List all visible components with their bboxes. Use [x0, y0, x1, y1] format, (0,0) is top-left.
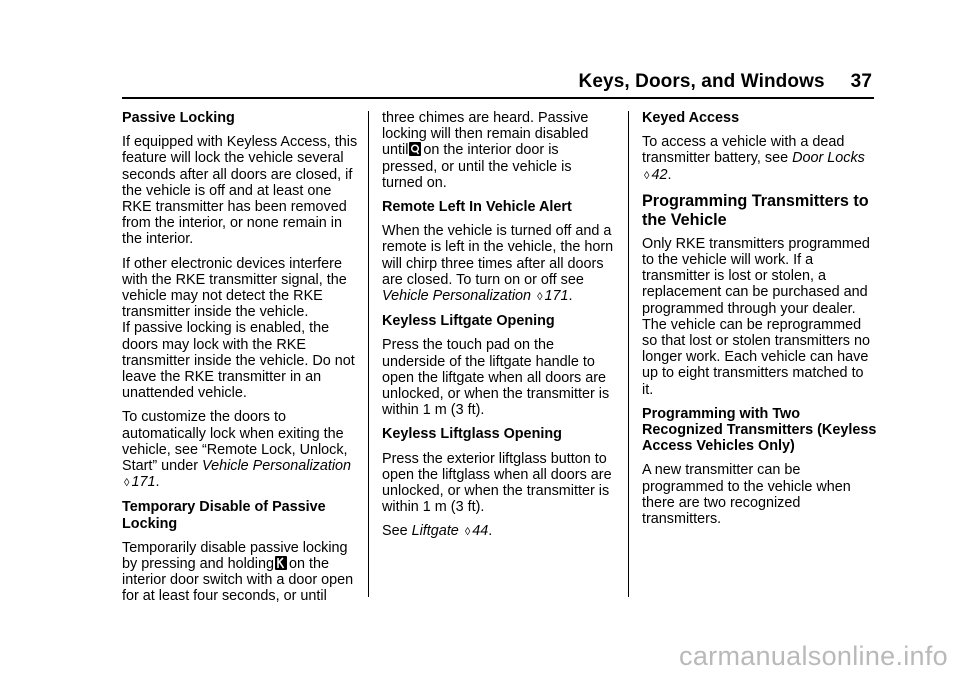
text: three chimes are heard. Passive locking will then remain disabled until: [382, 110, 589, 159]
heading-keyless-liftgate: Keyless Liftgate Opening: [382, 313, 555, 330]
page-ref-icon: ◊: [464, 526, 471, 539]
header-title: Keys, Doors, and Windows: [578, 71, 825, 92]
cross-reference-link[interactable]: Vehicle Personalization: [382, 288, 532, 305]
page-number: 37: [850, 71, 872, 92]
paragraph: Only RKE transmitters programmed to the vehicle will work. If a transmitter is lost or stolen, a replacement can be purchased and programmed through your dealer. The vehicle can be reprogrammed so that lost or stolen transmitters no longer work. Each vehicle can have up to eight transmitters matched to it.: [642, 235, 870, 398]
paragraph: If other electronic devices interfere with the RKE transmitter signal, the vehicle may not detect the RKE transmitter inside the vehicle.: [122, 255, 347, 321]
cross-reference-link[interactable]: Liftgate: [411, 523, 459, 540]
paragraph: If passive locking is enabled, the doors may lock with the RKE transmitter inside the vehicle. Do not leave the RKE transmitter in an unattended vehicle.: [122, 320, 355, 402]
paragraph: Press the exterior liftglass button to open the liftglass when all doors are unlocked, or when the transmitter is within 1 m (3 ft).: [382, 450, 612, 516]
paragraph: If equipped with Keyless Access, this feature will lock the vehicle several seconds after all doors are closed, if the vehicle is off and at least one RKE transmitter has been removed from the interior, or none remain in the interior.: [122, 134, 358, 248]
paragraph: Press the touch pad on the underside of the liftgate handle to open the liftgate when all doors are unlocked, or when the transmitter is within 1 m (3 ft).: [382, 337, 610, 419]
page-ref-icon: ◊: [644, 169, 650, 182]
column-divider-1: [368, 111, 369, 597]
text: on the interior door switch with a door open for at least four seconds, or until: [122, 556, 354, 605]
unlock-button-icon: [275, 556, 287, 570]
column-3: [642, 110, 878, 535]
heading-remote-left-alert: Remote Left In Vehicle Alert: [382, 199, 572, 216]
paragraph: To access a vehicle with a dead transmitter battery, see Door Locks ◊ 42.: [642, 134, 865, 183]
column-1: [122, 110, 358, 613]
column-2: [382, 110, 616, 549]
page-ref-number[interactable]: 171: [131, 474, 156, 491]
text: To access a vehicle with a dead transmitter battery, see: [642, 134, 845, 167]
heading-programming-two-transmitters: Programming with Two Recognized Transmitters (Keyless Access Vehicles Only): [642, 405, 877, 455]
cross-reference-link[interactable]: Door Locks: [792, 150, 865, 167]
heading-passive-locking: Passive Locking: [122, 110, 235, 126]
heading-keyed-access: Keyed Access: [642, 110, 740, 126]
column-divider-2: [628, 111, 629, 597]
header-rule: [122, 97, 874, 99]
lock-button-icon: [409, 142, 421, 156]
paragraph: See Liftgate ◊ 44.: [382, 523, 493, 540]
paragraph: A new transmitter can be programmed to the vehicle when there are two recognized transmitters.: [642, 462, 851, 528]
heading-keyless-liftglass: Keyless Liftglass Opening: [382, 426, 562, 443]
section-heading-programming: Programming Transmitters to the Vehicle: [642, 191, 869, 229]
page-ref-number[interactable]: 44: [472, 523, 489, 540]
page-ref-icon: ◊: [124, 477, 130, 490]
text: on the interior door is pressed, or until the vehicle is turned on.: [382, 142, 572, 191]
text: When the vehicle is turned off and a remote is left in the vehicle, the horn will chirp three times after all doors are closed. To turn on or off see: [382, 223, 614, 288]
paragraph: [382, 110, 616, 191]
text: See: [382, 523, 412, 540]
page-ref-number[interactable]: 171: [544, 288, 569, 305]
paragraph: To customize the doors to automatically lock when exiting the vehicle, see “Remote Lock, Unlock, Start” under Vehicle Personalization ◊ 171.: [122, 409, 352, 491]
paragraph: [122, 540, 358, 605]
paragraph: When the vehicle is turned off and a remote is left in the vehicle, the horn will chirp three times after all doors are closed. To turn on or off see Vehicle Personalization ◊ 171.: [382, 223, 614, 305]
watermark: carmanualsonline.info: [679, 641, 948, 671]
text: To customize the doors to automatically lock when exiting the vehicle, see “Remote Lock, Unlock, Start” under: [122, 409, 348, 475]
page-ref-number[interactable]: 42: [651, 166, 668, 183]
heading-temporary-disable: Temporary Disable of Passive Locking: [122, 499, 326, 532]
cross-reference-link[interactable]: Vehicle Personalization: [202, 458, 352, 475]
text: Temporarily disable passive locking by pressing and holding: [122, 539, 348, 573]
page-header: [579, 71, 872, 93]
page-ref-icon: ◊: [537, 291, 543, 304]
